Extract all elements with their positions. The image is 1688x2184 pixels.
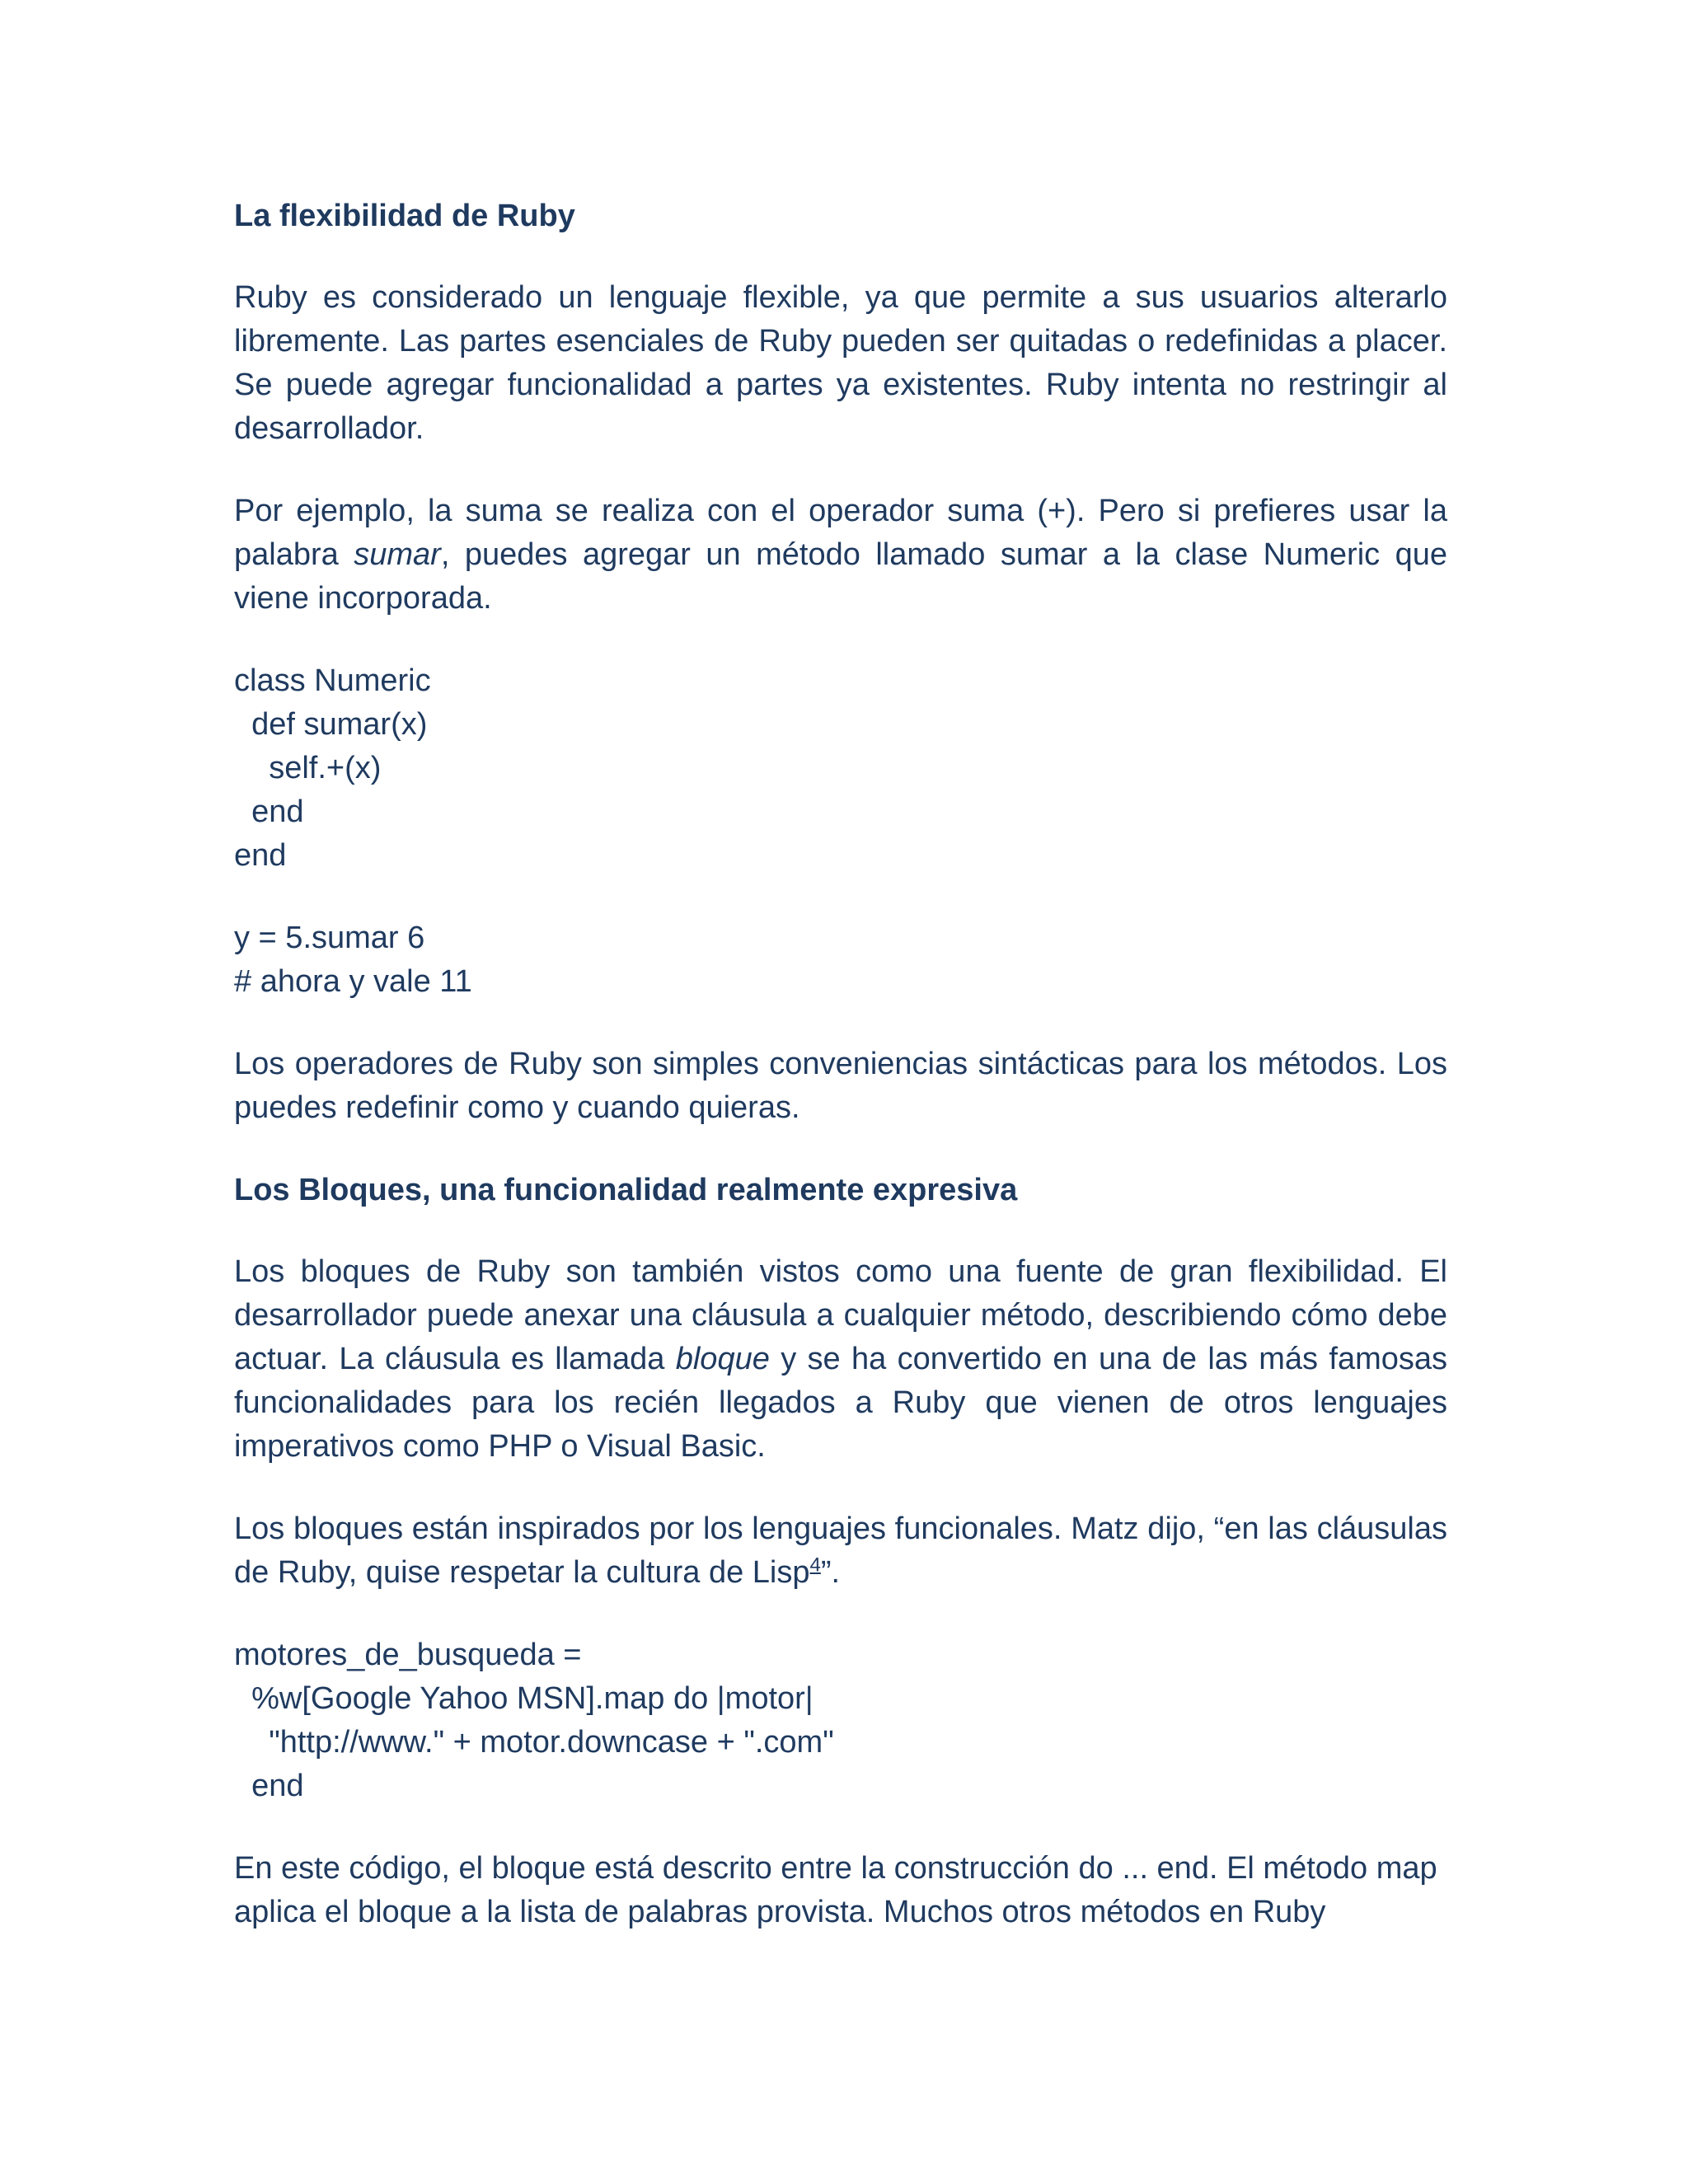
- footnote-link[interactable]: 4: [809, 1554, 821, 1577]
- text-run: y se ha convertido en una de las más famosas funcionalidades para los recién llegados a Ruby que vienen de otros lenguajes imperativos como PHP o Visual Basic.: [234, 1342, 1448, 1464]
- code-block-numeric-class: class Numeric def sumar(x) self.+(x) end end: [234, 663, 431, 873]
- code-block-sumar-usage: y = 5.sumar 6 # ahora y vale 11: [234, 921, 472, 999]
- code-block-search-engines: motores_de_busqueda = %w[Google Yahoo MSN].map do |motor| "http://www." + motor.downcase + ".com" end: [234, 1638, 834, 1803]
- text-run: ”.: [820, 1555, 841, 1590]
- paragraph-blocks-inspiration: [234, 1507, 1447, 1595]
- paragraph-flexibility-intro: Ruby es considerado un lenguaje flexible, ya que permite a sus usuarios alterarlo libremente. Las partes esenciales de Ruby pueden ser quitadas o redefinidas a placer. Se puede agregar funcionalidad a partes ya existentes. Ruby intenta no restringir al desarrollador.: [234, 280, 1447, 446]
- text-run: , puedes agregar un método llamado sumar a la clase Numeric que viene incorporada.: [234, 537, 1447, 616]
- text-run: Por ejemplo, la suma se realiza con el operador suma (+). Pero si prefieres usar la palabra: [234, 494, 1447, 572]
- paragraph-code-explanation: En este código, el bloque está descrito entre la construcción do ... end. El método map aplica el bloque a la lista de palabras provista. Muchos otros métodos en Ruby: [234, 1851, 1437, 1929]
- text-run: Los bloques están inspirados por los lenguajes funcionales. Matz dijo, “en las cláusulas de Ruby, quise respetar la cultura de Lisp: [234, 1511, 1447, 1590]
- text-run: Los bloques de Ruby son también vistos como una fuente de gran flexibilidad. El desarrollador puede anexar una cláusula a cualquier método, describiendo cómo debe actuar. La cláusula es llamada: [234, 1254, 1447, 1376]
- section-heading-flexibility: La flexibilidad de Ruby: [234, 199, 575, 233]
- italic-term-sumar: sumar: [354, 537, 441, 572]
- paragraph-sum-example: [234, 490, 1447, 621]
- section-heading-blocks: Los Bloques, una funcionalidad realmente expresiva: [234, 1173, 1018, 1207]
- italic-term-bloque: bloque: [675, 1342, 770, 1376]
- document-page: [234, 194, 1447, 1934]
- paragraph-blocks-intro: [234, 1250, 1447, 1469]
- paragraph-operators: Los operadores de Ruby son simples conveniencias sintácticas para los métodos. Los puedes redefinir como y cuando quieras.: [234, 1047, 1447, 1125]
